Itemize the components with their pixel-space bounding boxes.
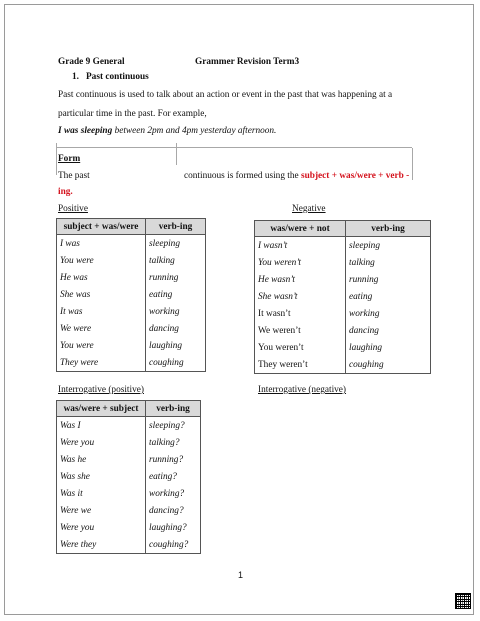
table-row (57, 417, 201, 435)
subject-cell: We were (57, 320, 146, 337)
subject-cell: She wasn’t (255, 288, 346, 305)
header-spacer (58, 68, 118, 69)
subject-cell: I was (57, 235, 146, 253)
verb-cell: coughing? (146, 536, 201, 554)
negative-table (254, 220, 431, 374)
table-row (57, 303, 206, 320)
positive-header-subject: subject + was/were (57, 219, 146, 235)
positive-label: Positive (58, 204, 88, 214)
verb-cell: sleeping? (146, 417, 201, 435)
positive-header-verb: verb-ing (146, 219, 206, 235)
intro-line-1: Past continuous is used to talk about an action or event in the past that was happening at a (58, 90, 393, 100)
subject-cell: They weren’t (255, 356, 346, 374)
verb-cell: coughing (346, 356, 431, 374)
example-sentence (58, 126, 276, 136)
table-row (255, 254, 431, 271)
interrogative-header-verb: verb-ing (146, 401, 201, 417)
subject-cell: I wasn’t (255, 237, 346, 255)
verb-cell: running (346, 271, 431, 288)
verb-cell: working (146, 303, 206, 320)
example-rest: between 2pm and 4pm yesterday afternoon. (112, 126, 277, 136)
section-title: Past continuous (86, 72, 149, 82)
verb-cell: dancing (346, 322, 431, 339)
table-row (57, 286, 206, 303)
table-row (57, 320, 206, 337)
verb-cell: running (146, 269, 206, 286)
subject-cell: They were (57, 354, 146, 372)
table-row (57, 451, 201, 468)
form-formula-wrap: ing. (58, 187, 73, 197)
verb-cell: laughing (146, 337, 206, 354)
verb-cell: eating? (146, 468, 201, 485)
negative-label: Negative (292, 204, 326, 214)
interrogative-negative-label: Interrogative (negative) (258, 385, 347, 395)
negative-header-verb: verb-ing (346, 221, 431, 237)
table-row (57, 337, 206, 354)
form-frame-right (412, 148, 413, 180)
subject-cell: He wasn’t (255, 271, 346, 288)
table-row (57, 536, 201, 554)
verb-cell: coughing (146, 354, 206, 372)
subject-cell: She was (57, 286, 146, 303)
table-row (255, 305, 431, 322)
verb-cell: laughing (346, 339, 431, 356)
table-row (57, 354, 206, 372)
form-text-start: The past (58, 171, 90, 181)
subject-cell: You weren’t (255, 339, 346, 356)
verb-cell: eating (146, 286, 206, 303)
subject-cell: You were (57, 252, 146, 269)
verb-cell: laughing? (146, 519, 201, 536)
form-text (184, 171, 409, 181)
subject-cell: Were you (57, 434, 146, 451)
form-heading: Form (58, 154, 81, 164)
form-formula: subject + was/were + verb - (300, 171, 410, 181)
document-title: Grammer Revision Term3 (195, 57, 300, 67)
form-frame-mid (176, 143, 177, 165)
table-row (255, 271, 431, 288)
subject-cell: Were you (57, 519, 146, 536)
verb-cell: running? (146, 451, 201, 468)
subject-cell: He was (57, 269, 146, 286)
verb-cell: sleeping (346, 237, 431, 255)
subject-cell: It was (57, 303, 146, 320)
section-number: 1. (72, 72, 79, 82)
table-row (57, 485, 201, 502)
form-frame-top (56, 147, 412, 148)
verb-cell: dancing? (146, 502, 201, 519)
subject-cell: Were they (57, 536, 146, 554)
verb-cell: talking? (146, 434, 201, 451)
subject-cell: You were (57, 337, 146, 354)
qr-code-icon (455, 593, 471, 609)
negative-header-subject: was/were + not (255, 221, 346, 237)
verb-cell: talking (346, 254, 431, 271)
verb-cell: working? (146, 485, 201, 502)
subject-cell: Were we (57, 502, 146, 519)
verb-cell: working (346, 305, 431, 322)
example-bold: I was sleeping (58, 126, 113, 136)
subject-cell: Was she (57, 468, 146, 485)
class-label: Grade 9 General (58, 57, 125, 67)
verb-cell: eating (346, 288, 431, 305)
table-row (57, 252, 206, 269)
verb-cell: talking (146, 252, 206, 269)
form-frame-left (56, 143, 57, 175)
interrogative-positive-table (56, 400, 201, 554)
subject-cell: Was it (57, 485, 146, 502)
verb-cell: sleeping (146, 235, 206, 253)
table-row (255, 339, 431, 356)
table-row (57, 235, 206, 253)
subject-cell: Was he (57, 451, 146, 468)
page-number: 1 (238, 570, 244, 580)
table-row (255, 356, 431, 374)
intro-line-2: particular time in the past. For example, (58, 109, 207, 119)
table-row (57, 269, 206, 286)
table-row (57, 434, 201, 451)
verb-cell: dancing (146, 320, 206, 337)
table-row (57, 519, 201, 536)
interrogative-positive-label: Interrogative (positive) (58, 385, 144, 395)
table-row (255, 322, 431, 339)
subject-cell: You weren’t (255, 254, 346, 271)
form-text-middle: continuous is formed using the (184, 171, 301, 181)
subject-cell: It wasn’t (255, 305, 346, 322)
table-row (57, 468, 201, 485)
positive-table (56, 218, 206, 372)
table-row (57, 502, 201, 519)
table-row (255, 288, 431, 305)
interrogative-header-subject: was/were + subject (57, 401, 146, 417)
subject-cell: We weren’t (255, 322, 346, 339)
table-row (255, 237, 431, 255)
subject-cell: Was I (57, 417, 146, 435)
